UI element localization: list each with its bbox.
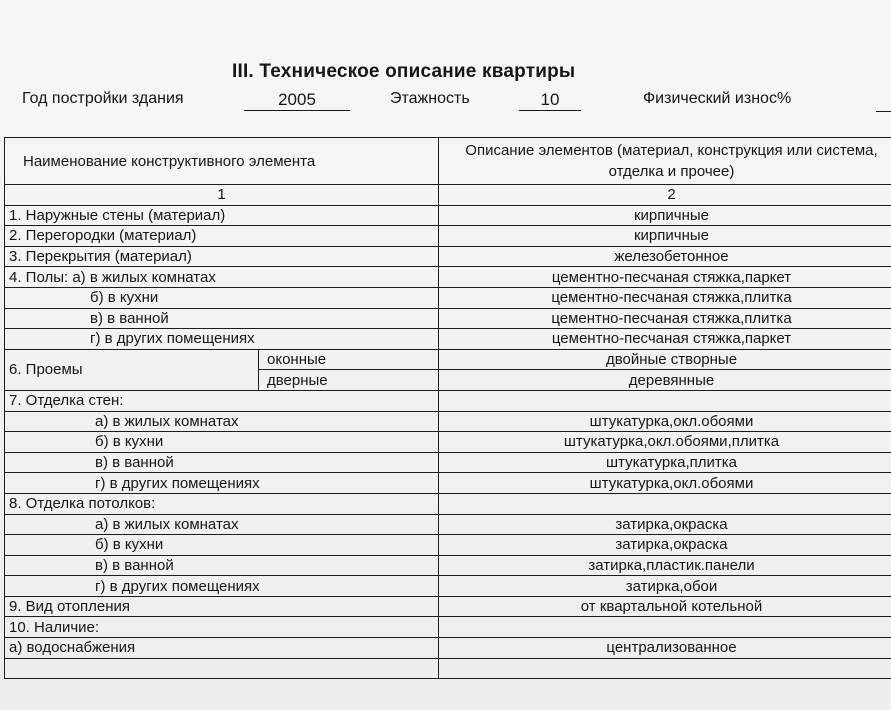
- openings-name: 6. Проемы: [5, 349, 259, 390]
- row-name: 2. Перегородки (материал): [5, 226, 439, 247]
- floors-value: 10: [519, 90, 581, 111]
- table-row: [5, 555, 891, 576]
- row-value-empty: [439, 390, 891, 411]
- table-row: [5, 596, 891, 617]
- row-value: штукатурка,окл.обоями,плитка: [439, 432, 891, 453]
- table-row: [5, 638, 891, 659]
- row-value: штукатурка,окл.обоями: [439, 411, 891, 432]
- table-row: [5, 246, 891, 267]
- row-value: железобетонное: [439, 246, 891, 267]
- row-value: цементно-песчаная стяжка,плитка: [439, 308, 891, 329]
- table-number-row: [5, 185, 891, 206]
- row-value: цементно-песчаная стяжка,паркет: [439, 267, 891, 288]
- row-value-cut: [439, 658, 891, 679]
- wear-label: Физический износ%: [643, 90, 792, 107]
- table-row: [5, 411, 891, 432]
- row-name: а) в жилых комнатах: [5, 514, 439, 535]
- openings-windows-value: двойные створные: [439, 349, 891, 370]
- table-row: [5, 473, 891, 494]
- row-value: кирпичные: [439, 205, 891, 226]
- row-name: а) водоснабжения: [5, 638, 439, 659]
- table-row: [5, 617, 891, 638]
- table-row: [5, 308, 891, 329]
- openings-doors-value: деревянные: [439, 370, 891, 391]
- table-row: [5, 226, 891, 247]
- row-name: б) в кухни: [5, 432, 439, 453]
- table-row: [5, 493, 891, 514]
- row-value: затирка,окраска: [439, 535, 891, 556]
- table-row: [5, 432, 891, 453]
- row-value: цементно-песчаная стяжка,плитка: [439, 287, 891, 308]
- row-name: б) в кухни: [5, 535, 439, 556]
- openings-windows-label: оконные: [259, 349, 439, 370]
- row-value: штукатурка,окл.обоями: [439, 473, 891, 494]
- table-row-partial: [5, 658, 891, 679]
- row-value-empty: [439, 493, 891, 514]
- row-name: 10. Наличие:: [5, 617, 439, 638]
- row-name: в) в ванной: [5, 308, 439, 329]
- row-value-empty: [439, 617, 891, 638]
- table-row: [5, 452, 891, 473]
- header-element-name: Наименование конструктивного элемента: [5, 138, 439, 185]
- row-name: в) в ванной: [5, 555, 439, 576]
- row-name: г) в других помещениях: [5, 576, 439, 597]
- row-value: цементно-песчаная стяжка,паркет: [439, 329, 891, 350]
- row-name: 4. Полы: а) в жилых комнатах: [5, 267, 439, 288]
- row-value: затирка,окраска: [439, 514, 891, 535]
- row-value: кирпичные: [439, 226, 891, 247]
- table-row: [5, 287, 891, 308]
- table-row: [5, 514, 891, 535]
- row-value: централизованное: [439, 638, 891, 659]
- technical-description-table: [4, 137, 891, 679]
- row-name: г) в других помещениях: [5, 473, 439, 494]
- row-name: 3. Перекрытия (материал): [5, 246, 439, 267]
- row-value: от квартальной котельной: [439, 596, 891, 617]
- row-value: затирка,обои: [439, 576, 891, 597]
- table-row: [5, 535, 891, 556]
- year-label: Год постройки здания: [22, 90, 184, 107]
- table-row: [5, 390, 891, 411]
- document-title: III. Техническое описание квартиры: [232, 61, 576, 82]
- table-row: [5, 205, 891, 226]
- table-header-row: [5, 138, 891, 185]
- row-value: штукатурка,плитка: [439, 452, 891, 473]
- floors-label: Этажность: [390, 90, 470, 107]
- row-name: 1. Наружные стены (материал): [5, 205, 439, 226]
- table-row: [5, 349, 891, 370]
- row-name: г) в других помещениях: [5, 329, 439, 350]
- openings-doors-label: дверные: [259, 370, 439, 391]
- header-element-description: Описание элементов (материал, конструкция или система, отделка и прочее): [439, 138, 891, 185]
- table-row: [5, 329, 891, 350]
- row-value: затирка,пластик.панели: [439, 555, 891, 576]
- table-row: [5, 576, 891, 597]
- row-name: 7. Отделка стен:: [5, 390, 439, 411]
- column-number-2: 2: [439, 185, 891, 206]
- table-row: [5, 267, 891, 288]
- row-name: а) в жилых комнатах: [5, 411, 439, 432]
- year-value: 2005: [244, 90, 350, 111]
- row-name: 9. Вид отопления: [5, 596, 439, 617]
- column-number-1: 1: [5, 185, 439, 206]
- row-name: в) в ванной: [5, 452, 439, 473]
- wear-value-line: [876, 111, 891, 112]
- row-name: б) в кухни: [5, 287, 439, 308]
- row-name-cut: [5, 658, 439, 679]
- row-name: 8. Отделка потолков:: [5, 493, 439, 514]
